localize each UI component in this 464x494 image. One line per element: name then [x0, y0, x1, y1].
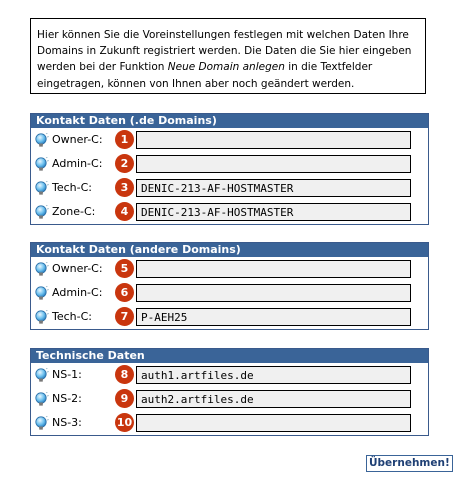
field-label: Zone-C:	[52, 205, 96, 218]
zone-c-input[interactable]	[136, 203, 411, 221]
field-label: NS-1:	[52, 368, 82, 381]
intro-text-box	[30, 18, 426, 94]
field-label: Tech-C:	[52, 310, 92, 323]
step-number-badge: 3	[115, 178, 134, 197]
lightbulb-icon	[35, 205, 49, 221]
lightbulb-icon	[35, 262, 49, 278]
step-number-badge: 6	[115, 283, 134, 302]
intro-text-part2: in die Textfelder eingetragen, können von Ihnen aber noch geändert werden.	[37, 61, 373, 90]
form-row-owner-c	[31, 257, 428, 281]
step-number-badge: 1	[115, 130, 134, 149]
lightbulb-icon	[35, 392, 49, 408]
lightbulb-icon	[35, 416, 49, 432]
lightbulb-icon	[35, 286, 49, 302]
form-row-ns-2	[31, 387, 428, 411]
admin-c-input[interactable]	[136, 284, 411, 302]
ns-3-input[interactable]	[136, 414, 411, 432]
section-title: Kontakt Daten (andere Domains)	[31, 243, 428, 257]
section-contact-other	[30, 242, 429, 330]
form-row-owner-c	[31, 128, 428, 152]
field-label: Tech-C:	[52, 181, 92, 194]
form-row-tech-c	[31, 305, 428, 329]
step-number-badge: 2	[115, 154, 134, 173]
tech-c-input[interactable]	[136, 179, 411, 197]
form-row-admin-c	[31, 281, 428, 305]
field-label: Owner-C:	[52, 262, 103, 275]
step-number-badge: 5	[115, 259, 134, 278]
step-number-badge: 4	[115, 202, 134, 221]
lightbulb-icon	[35, 157, 49, 173]
owner-c-input[interactable]	[136, 260, 411, 278]
form-row-zone-c	[31, 200, 428, 224]
field-label: NS-3:	[52, 416, 82, 429]
owner-c-input[interactable]	[136, 131, 411, 149]
admin-c-input[interactable]	[136, 155, 411, 173]
lightbulb-icon	[35, 181, 49, 197]
section-title: Kontakt Daten (.de Domains)	[31, 114, 428, 128]
tech-c-input[interactable]	[136, 308, 411, 326]
intro-function-name: Neue Domain anlegen	[167, 61, 285, 74]
step-number-badge: 8	[115, 365, 134, 384]
field-label: NS-2:	[52, 392, 82, 405]
section-title: Technische Daten	[31, 349, 428, 363]
field-label: Admin-C:	[52, 157, 103, 170]
step-number-badge: 7	[115, 307, 134, 326]
lightbulb-icon	[35, 310, 49, 326]
submit-button[interactable]: Übernehmen!	[366, 455, 453, 472]
step-number-badge: 10	[115, 413, 134, 432]
form-row-admin-c	[31, 152, 428, 176]
section-contact-de	[30, 113, 429, 225]
step-number-badge: 9	[115, 389, 134, 408]
lightbulb-icon	[35, 133, 49, 149]
field-label: Admin-C:	[52, 286, 103, 299]
ns-2-input[interactable]	[136, 390, 411, 408]
form-row-tech-c	[31, 176, 428, 200]
section-technical	[30, 348, 429, 436]
field-label: Owner-C:	[52, 133, 103, 146]
intro-text-part1: Hier können Sie die Voreinstellungen festlegen mit welchen Daten Ihre Domains in Zukunft registriert werden. Die Daten die Sie hier eingeben werden bei der Funktion	[37, 29, 412, 74]
ns-1-input[interactable]	[136, 366, 411, 384]
form-row-ns-3	[31, 411, 428, 435]
lightbulb-icon	[35, 368, 49, 384]
form-row-ns-1	[31, 363, 428, 387]
